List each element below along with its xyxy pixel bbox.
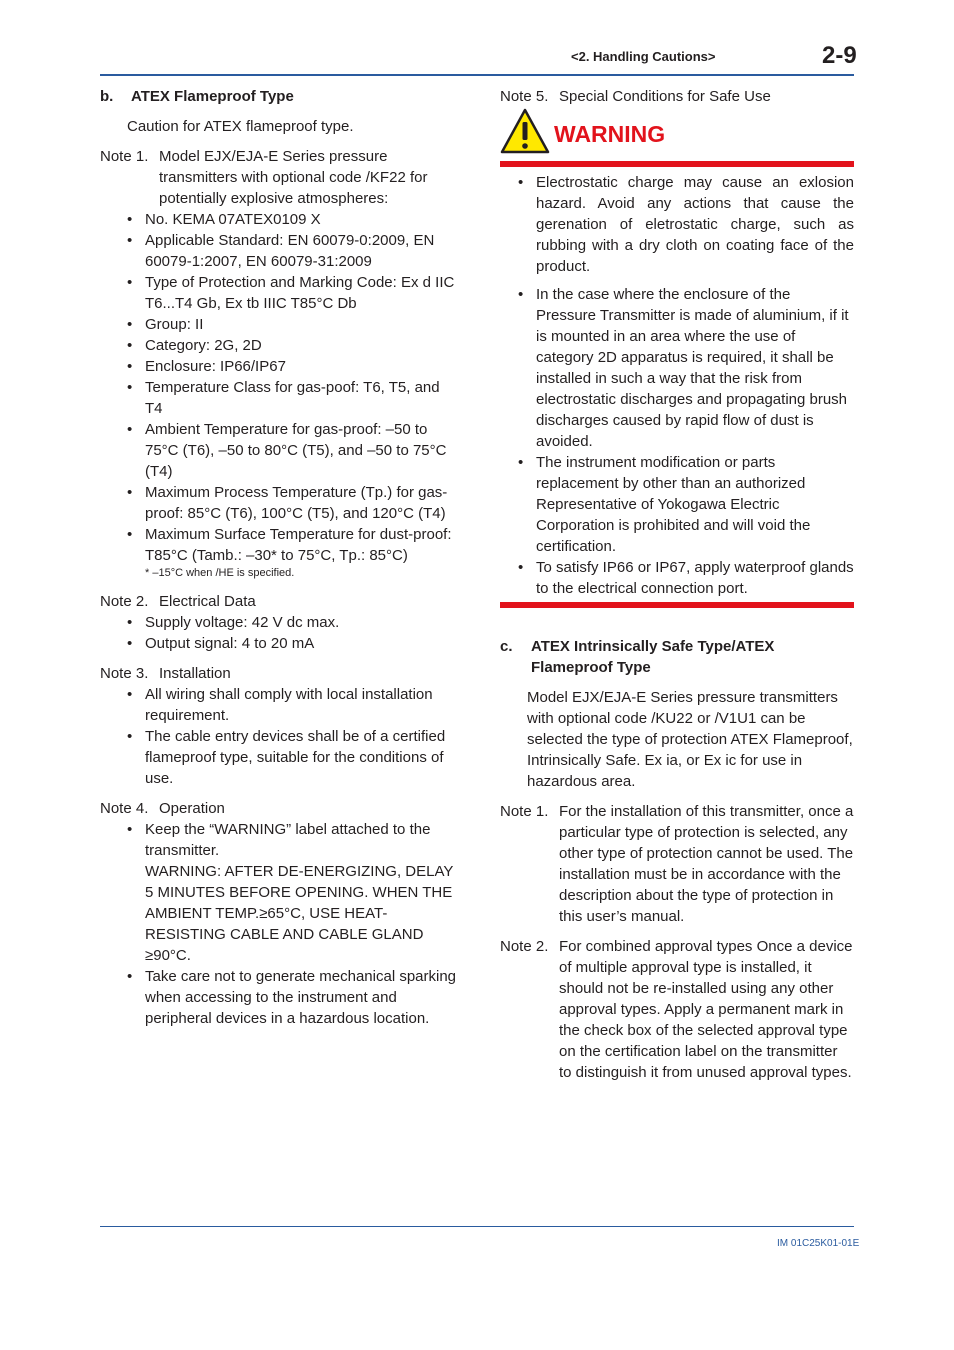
section-c-intro: Model EJX/EJA-E Series pressure transmitters with optional code /KU22 or /V1U1 can be selected the type of protection ATEX Flameproof, Intrinsically Safe. Ex ia, or Ex ic for use in hazardous area.	[527, 689, 853, 790]
list-item: • Maximum Process Temperature (Tp.) for gas-proof: 85°C (T6), 100°C (T5), and 120°C (T4)	[100, 482, 460, 524]
list-item: • Output signal: 4 to 20 mA	[100, 633, 460, 654]
note4-list	[100, 819, 460, 1029]
note2-list	[100, 612, 460, 654]
warning-top-bar	[500, 161, 854, 167]
note1-list	[100, 209, 460, 566]
list-item: • Supply voltage: 42 V dc max.	[100, 612, 460, 633]
warning-bottom-bar	[500, 602, 854, 608]
note3	[100, 663, 460, 684]
warning-triangle-icon	[500, 108, 550, 160]
note4	[100, 798, 460, 819]
section-b-label: b.	[100, 88, 114, 105]
list-item: • Temperature Class for gas-poof: T6, T5, and T4	[100, 377, 460, 419]
section-b-heading	[100, 86, 460, 107]
list-item: • All wiring shall comply with local installation requirement.	[100, 684, 460, 726]
note2	[100, 591, 460, 612]
note5-label: Note 5.	[500, 88, 549, 105]
section-c-label: c.	[500, 638, 513, 655]
note3-label: Note 3.	[100, 665, 149, 682]
page-number: 2-9	[822, 42, 857, 69]
note1-text: Model EJX/EJA-E Series pressure transmitters with optional code /KF22 for potentially explosive atmospheres:	[159, 148, 428, 207]
note1-label: Note 1.	[100, 148, 149, 165]
note1	[100, 146, 460, 209]
list-item: • The instrument modification or parts replacement by other than an authorized Representative of Yokogawa Electric Corporation is prohibited and will void the certification.	[500, 452, 854, 557]
list-item	[100, 819, 460, 966]
list-item: • Applicable Standard: EN 60079-0:2009, EN 60079-1:2007, EN 60079-31:2009	[100, 230, 460, 272]
note5-title: Special Conditions for Safe Use	[559, 88, 771, 105]
header-section-title: <2. Handling Cautions>	[571, 49, 716, 64]
note2-c	[500, 936, 854, 1083]
note1-footnote: * –15°C when /HE is specified.	[145, 567, 295, 579]
note1-c-label: Note 1.	[500, 803, 549, 820]
note4-title: Operation	[159, 800, 225, 817]
note2-c-label: Note 2.	[500, 938, 549, 955]
section-c-title: ATEX Intrinsically Safe Type/ATEX Flameproof Type	[531, 638, 775, 676]
list-item: • Enclosure: IP66/IP67	[100, 356, 460, 377]
list-item: • Maximum Surface Temperature for dust-proof: T85°C (Tamb.: –30* to 75°C, Tp.: 85°C)	[100, 524, 460, 566]
list-item: • Category: 2G, 2D	[100, 335, 460, 356]
list-item: • In the case where the enclosure of the Pressure Transmitter is made of aluminium, if it is mounted in an area where the use of category 2D apparatus is required, it shall be installed in such a way that the risk from electrostatic discharges and propagating brush discharges caused by rapid flow of dust is avoided.	[500, 284, 854, 452]
warning-title: WARNING	[554, 121, 666, 147]
list-item: • Group: II	[100, 314, 460, 335]
footer-doc-id: IM 01C25K01-01E	[777, 1238, 860, 1249]
note3-title: Installation	[159, 665, 231, 682]
section-c-heading	[500, 636, 854, 678]
note2-c-text: For combined approval types Once a device of multiple approval type is installed, it should not be re-installed using any other approval types. Apply a permanent mark in the check box of the selected approval type on the certification label on the transmitter to distinguish it from unused approval types.	[559, 938, 853, 1081]
warning-label-text: WARNING: AFTER DE-ENERGIZING, DELAY 5 MINUTES BEFORE OPENING. WHEN THE AMBIENT TEMP.≥65°C, USE HEAT-RESISTING CABLE AND CABLE GLAND ≥90°C.	[145, 863, 454, 964]
note5	[500, 86, 854, 107]
section-b-intro: Caution for ATEX flameproof type.	[127, 118, 354, 135]
section-b-title: ATEX Flameproof Type	[131, 88, 294, 105]
note1-c-text: For the installation of this transmitter, once a particular type of protection is selected, any other type of protection cannot be used. The installation must be in accordance with the description about the type of protection in this user’s manual.	[559, 803, 854, 925]
list-item: • No. KEMA 07ATEX0109 X	[100, 209, 460, 230]
list-item-text: Keep the “WARNING” label attached to the transmitter.	[145, 821, 431, 859]
note3-list	[100, 684, 460, 789]
note4-label: Note 4.	[100, 800, 149, 817]
list-item: • Take care not to generate mechanical sparking when accessing to the instrument and peripheral devices in a hazardous location.	[100, 966, 460, 1029]
list-item: • The cable entry devices shall be of a certified flameproof type, suitable for the conditions of use.	[100, 726, 460, 789]
right-column	[500, 86, 854, 1083]
list-item: • Ambient Temperature for gas-proof: –50 to 75°C (T6), –50 to 80°C (T5), and –50 to 75°C (T4)	[100, 419, 460, 482]
list-item: • Type of Protection and Marking Code: Ex d IIC T6...T4 Gb, Ex tb IIIC T85°C Db	[100, 272, 460, 314]
header-rule	[100, 74, 854, 76]
note2-title: Electrical Data	[159, 593, 256, 610]
list-item: • Electrostatic charge may cause an exlosion hazard. Avoid any actions that cause the gerenation of eletrostatic charge, such as rubbing with a dry cloth on coating face of the product.	[500, 172, 854, 277]
note1-c	[500, 801, 854, 927]
footer-rule	[100, 1226, 854, 1227]
warning-header	[500, 107, 854, 161]
left-column	[100, 86, 460, 1029]
note2-label: Note 2.	[100, 593, 149, 610]
warning-list	[500, 172, 854, 599]
list-item: • To satisfy IP66 or IP67, apply waterproof glands to the electrical connection port.	[500, 557, 854, 599]
